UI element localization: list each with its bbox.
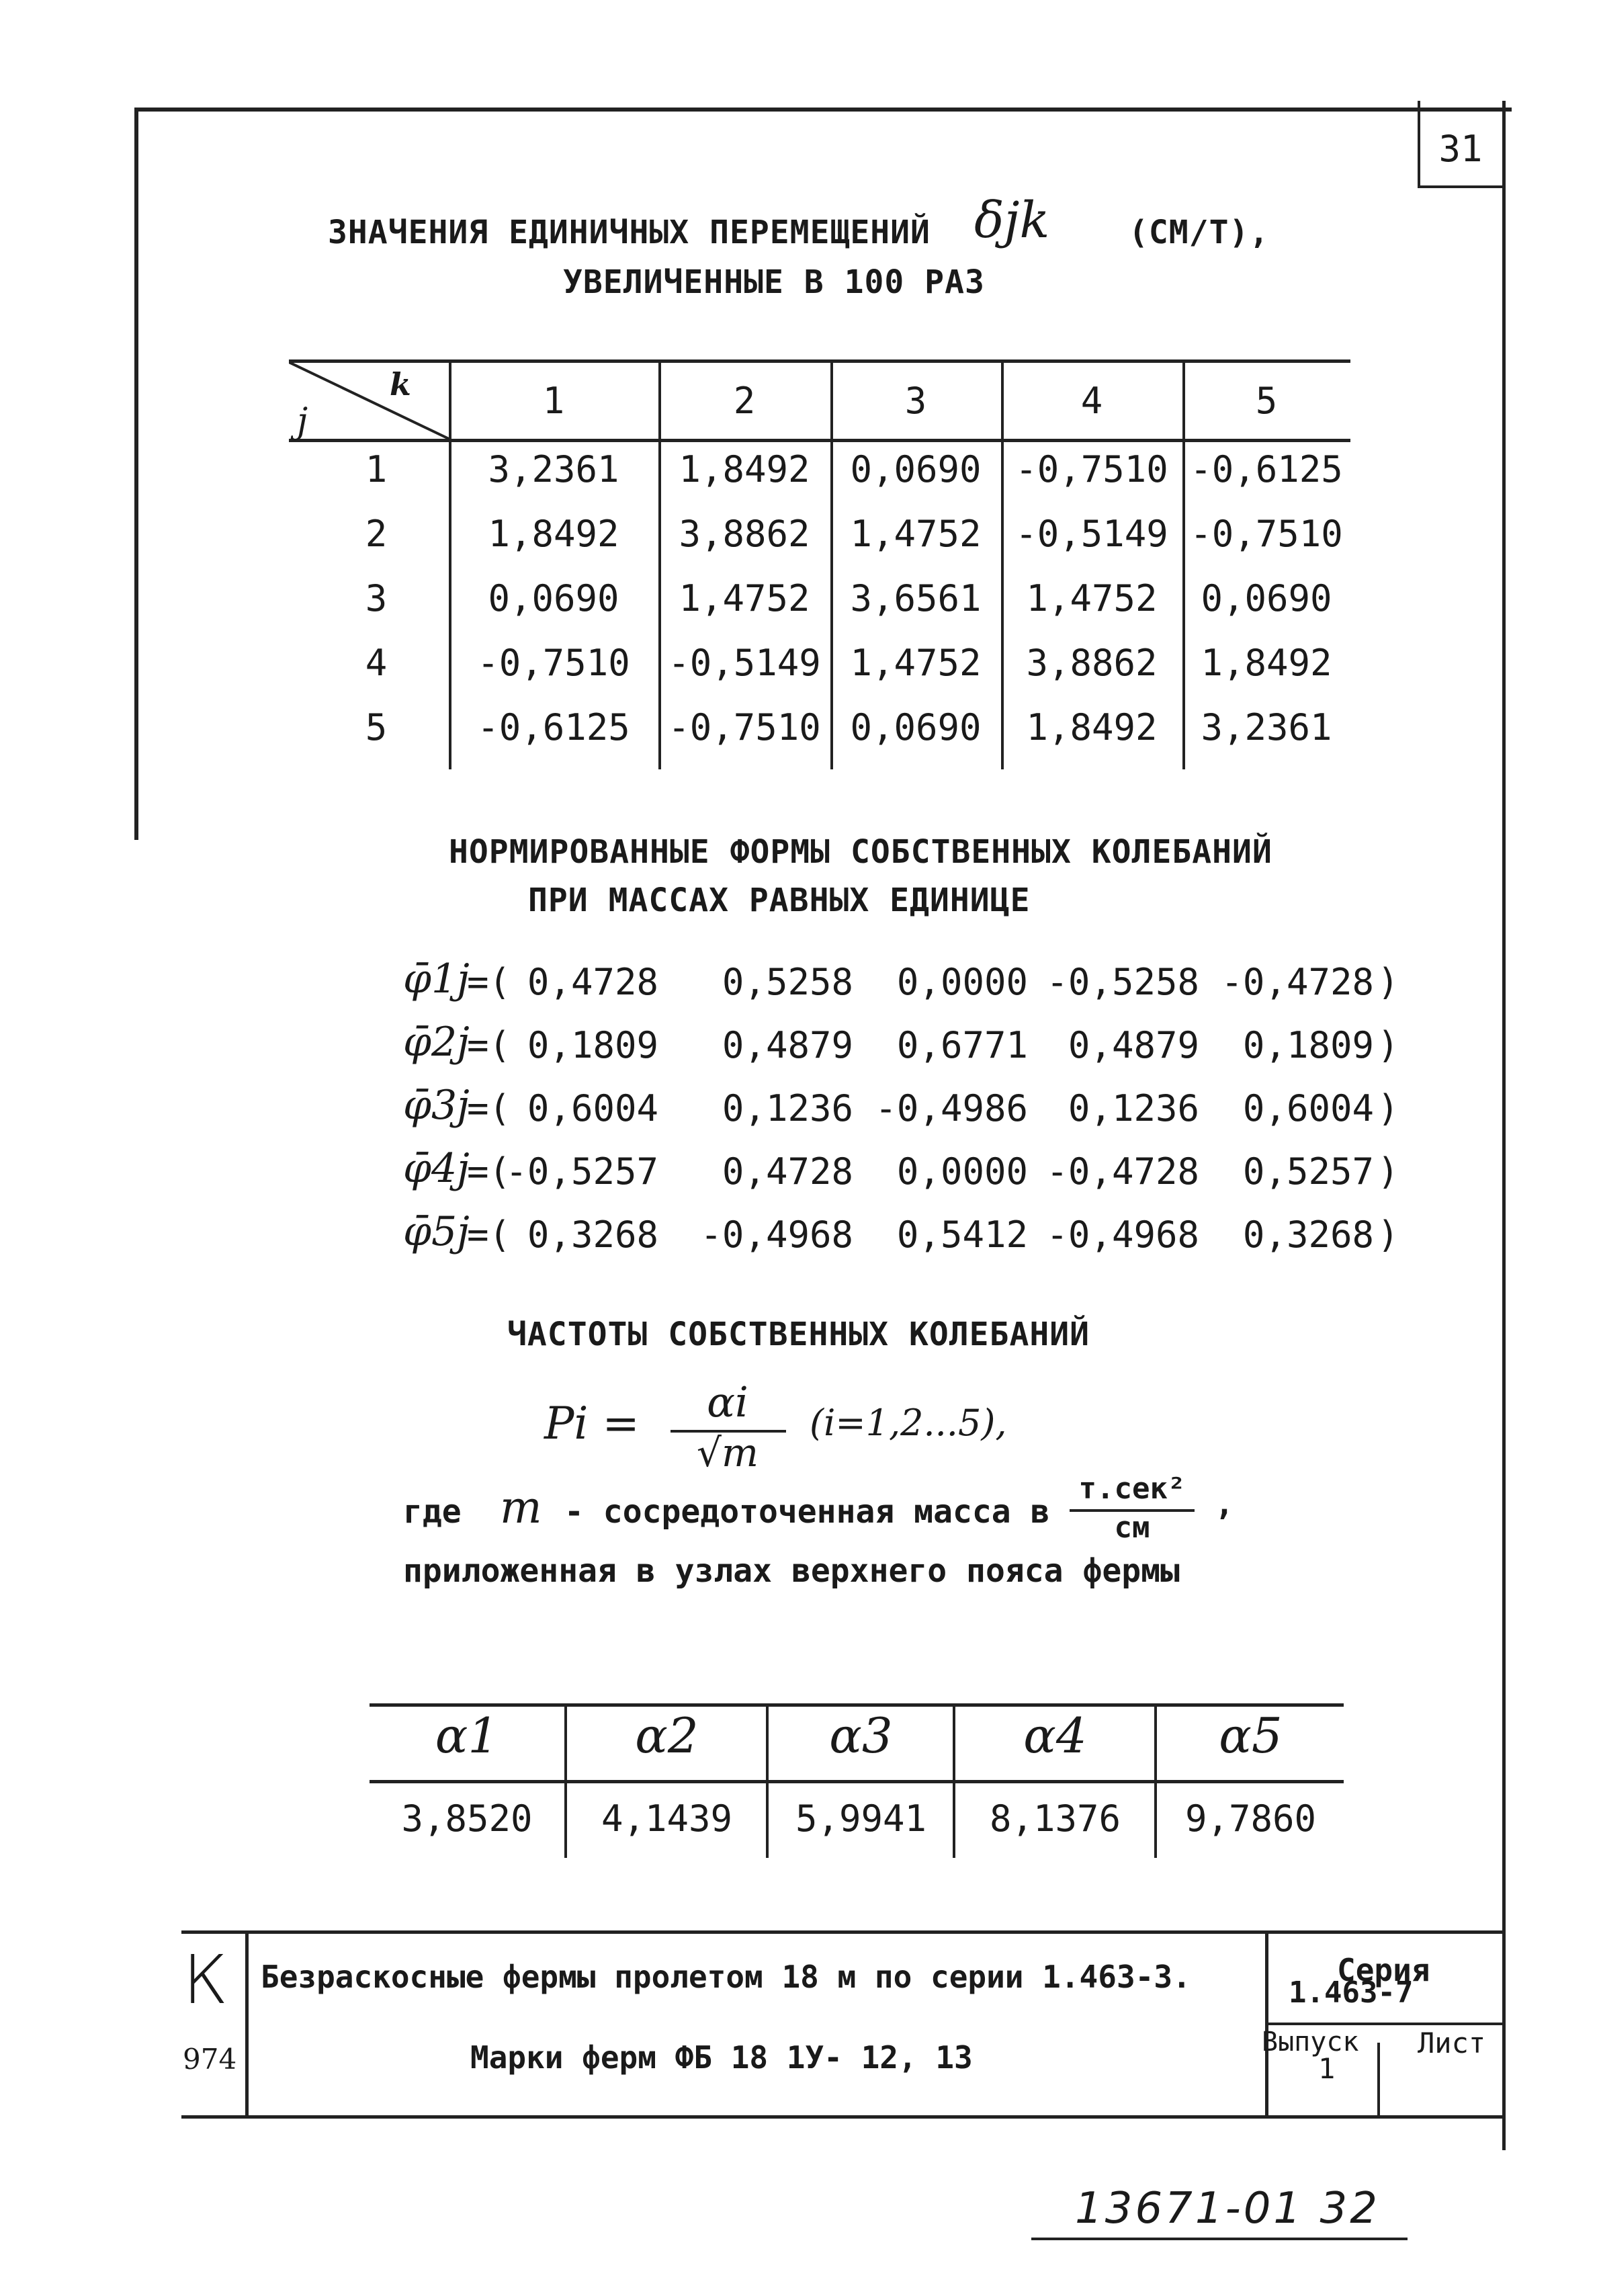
table-cell: 1,4752 [850, 642, 982, 684]
freq-header-alpha-5: α5 [1219, 1707, 1283, 1764]
mode-shape-value: -0,4968 [700, 1214, 853, 1256]
where-prefix: где [403, 1493, 462, 1531]
page-number: 31 [1438, 128, 1483, 170]
table-corner-diagonal [289, 359, 450, 441]
archive-underline [1031, 2238, 1408, 2240]
mode-open-paren: =( [467, 1024, 511, 1066]
stamp-line2: Марки ферм ФБ 18 1У- 12, 13 [470, 2039, 973, 2076]
row-label-j: 4 [365, 642, 388, 684]
table-cell: 0,0690 [488, 577, 619, 620]
table-cell: 1,8492 [1026, 706, 1158, 749]
formula-numerator: αi [707, 1377, 748, 1427]
mode-shape-value: 0,4879 [722, 1024, 853, 1066]
table-cell: -0,6125 [1190, 448, 1343, 491]
mode-shape-value: 0,4728 [722, 1150, 853, 1193]
mode-shape-value: 0,3268 [527, 1214, 658, 1256]
mode-shape-value: -0,5258 [1046, 961, 1199, 1003]
stamp-seria-divider [1265, 2023, 1505, 2025]
mode-shape-label: φ̄5j [403, 1208, 470, 1255]
freq-header-alpha-2: α2 [635, 1707, 699, 1764]
freq-value-5: 9,7860 [1184, 1797, 1317, 1840]
section2-title-line1: НОРМИРОВАННЫЕ ФОРМЫ СОБСТВЕННЫХ КОЛЕБАНИЙ [449, 833, 1272, 871]
table-cell: 1,8492 [1201, 642, 1332, 684]
mode-shape-value: 0,1809 [527, 1024, 658, 1066]
freq-col-divider [953, 1703, 955, 1858]
row-label-j: 1 [365, 448, 388, 491]
mode-close-paren: ) [1377, 961, 1399, 1003]
stamp-list-label: Лист [1418, 2027, 1486, 2059]
table-cell: -0,7510 [1015, 448, 1168, 491]
freq-header-alpha-1: α1 [435, 1707, 499, 1764]
section1-title-line2: УВЕЛИЧЕННЫЕ В 100 РАЗ [563, 263, 985, 301]
mode-close-paren: ) [1377, 1150, 1399, 1193]
mode-open-paren: =( [467, 961, 511, 1003]
table-cell: 3,2361 [488, 448, 619, 491]
section2-title-line2: ПРИ МАССАХ РАВНЫХ ЕДИНИЦЕ [528, 882, 1031, 919]
frequency-formula [544, 1377, 1082, 1476]
stamp-vypusk-value: 1 [1318, 2052, 1336, 2085]
frame-right-border [1502, 101, 1506, 2150]
mode-open-paren: =( [467, 1087, 511, 1130]
formula-denominator: √m [697, 1430, 759, 1476]
column-header-4: 4 [1080, 380, 1103, 422]
column-header-1: 1 [542, 380, 565, 422]
corner-j-label: j [297, 401, 308, 441]
freq-value-4: 8,1376 [989, 1797, 1121, 1840]
table-cell: 1,8492 [488, 513, 619, 555]
mode-shape-value: 0,0000 [896, 1150, 1028, 1193]
table-cell: 0,0690 [1201, 577, 1332, 620]
where-line2: приложенная в узлах верхнего пояса фермы [403, 1552, 1180, 1590]
frequency-table [370, 1703, 1344, 1858]
table-cell: -0,5149 [668, 642, 821, 684]
unit-numerator: т.сек² [1078, 1472, 1186, 1506]
table-cell: 1,4752 [850, 513, 982, 555]
stamp-bottom-border [181, 2115, 1505, 2119]
freq-table-mid-border [370, 1780, 1344, 1783]
mode-shape-value: 0,5412 [896, 1214, 1028, 1256]
table-cell: 3,8862 [679, 513, 810, 555]
stamp-top-border [181, 1930, 1505, 1934]
displacement-table [289, 359, 1350, 769]
table-cell: 0,0690 [850, 448, 982, 491]
mode-shape-value: 0,0000 [896, 961, 1028, 1003]
mode-shape-value: -0,4728 [1221, 961, 1374, 1003]
freq-col-divider [564, 1703, 567, 1858]
table-cell: 3,6561 [850, 577, 982, 620]
stamp-k-letter: К [183, 1941, 228, 2019]
unit-comma: , [1215, 1485, 1234, 1523]
mode-shape-value: 0,1236 [1068, 1087, 1199, 1130]
mode-shape-value: 0,4728 [527, 961, 658, 1003]
mode-shape-value: -0,4986 [875, 1087, 1028, 1130]
stamp-vypusk-divider [1377, 2043, 1380, 2117]
stamp-seria-value: 1.463-7 [1289, 1975, 1414, 2010]
stamp-year: 974 [183, 2043, 237, 2076]
table-cell: 3,2361 [1201, 706, 1332, 749]
column-header-2: 2 [733, 380, 756, 422]
column-header-3: 3 [904, 380, 927, 422]
unit-denominator: см [1114, 1511, 1150, 1545]
stamp-left-divider [245, 1930, 249, 2119]
table-cell: 1,4752 [679, 577, 810, 620]
table-cell: -0,6125 [477, 706, 630, 749]
mode-shape-value: 0,6771 [896, 1024, 1028, 1066]
freq-table-top-border [370, 1703, 1344, 1707]
frame-left-border [134, 108, 138, 840]
formula-lhs: Pi = [544, 1398, 640, 1449]
mode-shape-value: -0,5257 [505, 1150, 658, 1193]
table-cell: -0,5149 [1015, 513, 1168, 555]
table-cell: -0,7510 [477, 642, 630, 684]
table-cell: 3,8862 [1026, 642, 1158, 684]
mode-shape-value: 0,5257 [1242, 1150, 1374, 1193]
table-cell: 1,8492 [679, 448, 810, 491]
mode-close-paren: ) [1377, 1024, 1399, 1066]
formula-range: (i=1,2...5), [810, 1402, 1007, 1444]
freq-value-1: 3,8520 [401, 1797, 533, 1840]
row-label-j: 3 [365, 577, 388, 620]
section3-title: ЧАСТОТЫ СОБСТВЕННЫХ КОЛЕБАНИЙ [507, 1316, 1090, 1353]
mode-shape-value: -0,4728 [1046, 1150, 1199, 1193]
mode-shape-value: 0,1809 [1242, 1024, 1374, 1066]
table-cell: 1,4752 [1026, 577, 1158, 620]
mode-shape-label: φ̄3j [403, 1082, 470, 1129]
section1-title-line1: ЗНАЧЕНИЯ ЕДИНИЧНЫХ ПЕРЕМЕЩЕНИЙ [328, 214, 931, 251]
mode-open-paren: =( [467, 1214, 511, 1256]
mode-shape-value: 0,6004 [1242, 1087, 1374, 1130]
delta-symbol: δjk [974, 192, 1050, 249]
mode-close-paren: ) [1377, 1214, 1399, 1256]
archive-number: 13671-01 32 [1075, 2184, 1380, 2234]
row-label-j: 2 [365, 513, 388, 555]
mode-shape-label: φ̄4j [403, 1145, 470, 1192]
mode-shape-value: -0,4968 [1046, 1214, 1199, 1256]
frame-top-border [134, 108, 1512, 112]
mode-open-paren: =( [467, 1150, 511, 1193]
table-cell: -0,7510 [668, 706, 821, 749]
mode-shape-value: 0,1236 [722, 1087, 853, 1130]
freq-header-alpha-4: α4 [1023, 1707, 1087, 1764]
mode-shape-label: φ̄2j [403, 1019, 470, 1066]
mode-shape-value: 0,6004 [527, 1087, 658, 1130]
col-divider [449, 359, 451, 769]
table-cell: -0,7510 [1190, 513, 1343, 555]
stamp-seria-label: Серия [1337, 1952, 1430, 1988]
mode-shape-value: 0,5258 [722, 961, 853, 1003]
where-description: - сосредоточенная масса в [564, 1493, 1050, 1531]
freq-col-divider [1154, 1703, 1157, 1858]
table-cell: 0,0690 [850, 706, 982, 749]
row-label-j: 5 [365, 706, 388, 749]
freq-col-divider [766, 1703, 769, 1858]
where-m-symbol: m [500, 1482, 542, 1533]
col-divider [1001, 359, 1004, 769]
mode-close-paren: ) [1377, 1087, 1399, 1130]
freq-value-2: 4,1439 [601, 1797, 733, 1840]
mode-shape-label: φ̄1j [403, 955, 470, 1003]
freq-header-alpha-3: α3 [829, 1707, 893, 1764]
corner-k-label: k [390, 366, 411, 402]
freq-value-3: 5,9941 [795, 1797, 927, 1840]
stamp-vypusk-label: Выпуск [1262, 2027, 1359, 2057]
mode-shape-value: 0,4879 [1068, 1024, 1199, 1066]
column-header-5: 5 [1255, 380, 1278, 422]
stamp-line1: Безраскосные фермы пролетом 18 м по серии 1.463-3. [261, 1959, 1191, 1995]
mode-shape-value: 0,3268 [1242, 1214, 1374, 1256]
section1-units: (СМ/Т), [1129, 214, 1270, 251]
